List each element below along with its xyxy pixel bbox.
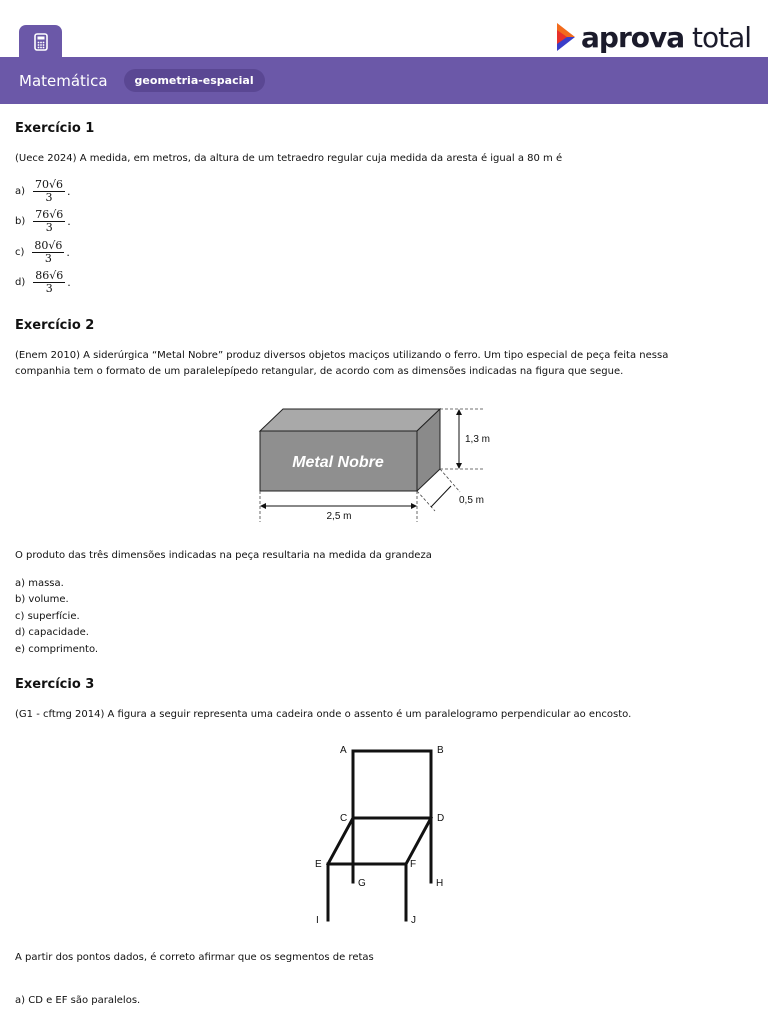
exercise-3-question: (G1 - cftmg 2014) A figura a seguir representa uma cadeira onde o assento é um paralelogramo perpendicular ao encosto. [15,709,632,720]
point-f-label: F [410,859,417,870]
exercise-2-question-line-1: (Enem 2010) A siderúrgica “Metal Nobre” produz diversos objetos maciços utilizando o ferro. Um tipo especial de peça feita nessa [15,350,669,361]
exercise-1-option-a[interactable] [15,179,71,204]
option-period: . [67,276,71,289]
exercise-2-option-a[interactable]: a) massa. [15,578,64,589]
option-letter: d) [15,277,26,288]
block-label: Metal Nobre [292,454,384,471]
logo-mark-icon [555,21,577,53]
arrow-left-icon [260,503,266,509]
logo-light-text: total [692,20,752,54]
option-letter: a) [15,186,26,197]
option-letter: c) [15,247,25,258]
exercise-1-question: (Uece 2024) A medida, em metros, da altura de um tetraedro regular cuja medida da aresta é igual a 80 m é [15,153,563,164]
option-denominator: 3 [45,221,53,234]
point-b-label: B [437,745,444,756]
exercise-2-question-line-2: companhia tem o formato de um paralelepípedo retangular, de acordo com as dimensões indicadas na figura que segue. [15,366,624,377]
arrow-right-icon [411,503,417,509]
option-numerator: 86√6 [35,269,64,282]
point-j-label: J [411,915,416,926]
exercise-2-title: Exercício 2 [15,318,95,333]
exercise-1-option-d[interactable] [15,270,71,295]
exercise-2-option-b[interactable]: b) volume. [15,594,69,605]
calculator-tab[interactable] [19,25,62,59]
point-a-label: A [340,745,347,756]
arrow-down-icon [456,463,462,469]
option-period: . [67,185,71,198]
chair-figure [310,737,470,927]
calculator-icon [34,33,48,51]
option-denominator: 3 [45,282,53,295]
exercise-2-option-c[interactable]: c) superfície. [15,611,80,622]
option-numerator: 76√6 [35,208,64,221]
option-letter: b) [15,216,26,227]
metal-nobre-figure [255,404,515,524]
option-denominator: 3 [44,252,52,265]
segment-df [406,818,431,864]
block-top-face [260,409,440,431]
option-numerator: 80√6 [34,239,63,252]
point-h-label: H [436,878,444,889]
option-period: . [67,215,71,228]
exercise-1-option-b[interactable] [15,209,71,234]
dim-guide-depth [440,469,460,492]
exercise-1-title: Exercício 1 [15,121,95,136]
dim-guide-depth-2 [417,491,435,511]
point-i-label: I [316,915,319,926]
depth-label: 0,5 m [459,495,485,506]
topic-tag[interactable]: geometria-espacial [124,69,265,92]
exercise-3-option-a[interactable]: a) CD e EF são paralelos. [15,995,141,1006]
exercise-3-title: Exercício 3 [15,677,95,692]
point-d-label: D [437,813,445,824]
exercise-3-prompt: A partir dos pontos dados, é correto afirmar que os segmentos de retas [15,952,374,963]
logo-bold-text: aprova [581,20,685,54]
aprova-total-logo[interactable] [555,19,751,55]
point-c-label: C [340,813,348,824]
top-bar [0,0,768,57]
height-label: 1,3 m [465,434,491,445]
subject-title: Matemática [19,71,108,90]
subject-band [0,57,768,104]
exercise-2-option-e[interactable]: e) comprimento. [15,644,99,655]
arrow-up-icon [456,409,462,415]
segment-ce [328,818,353,864]
point-e-label: E [315,859,322,870]
point-g-label: G [358,878,366,889]
width-label: 2,5 m [326,511,352,522]
depth-dimension-line [431,486,451,507]
option-period: . [66,246,70,259]
exercise-2-option-d[interactable]: d) capacidade. [15,627,89,638]
option-numerator: 70√6 [35,178,64,191]
exercise-1-option-c[interactable] [15,240,70,265]
option-denominator: 3 [45,191,53,204]
exercise-2-prompt: O produto das três dimensões indicadas na peça resultaria na medida da grandeza [15,550,432,561]
